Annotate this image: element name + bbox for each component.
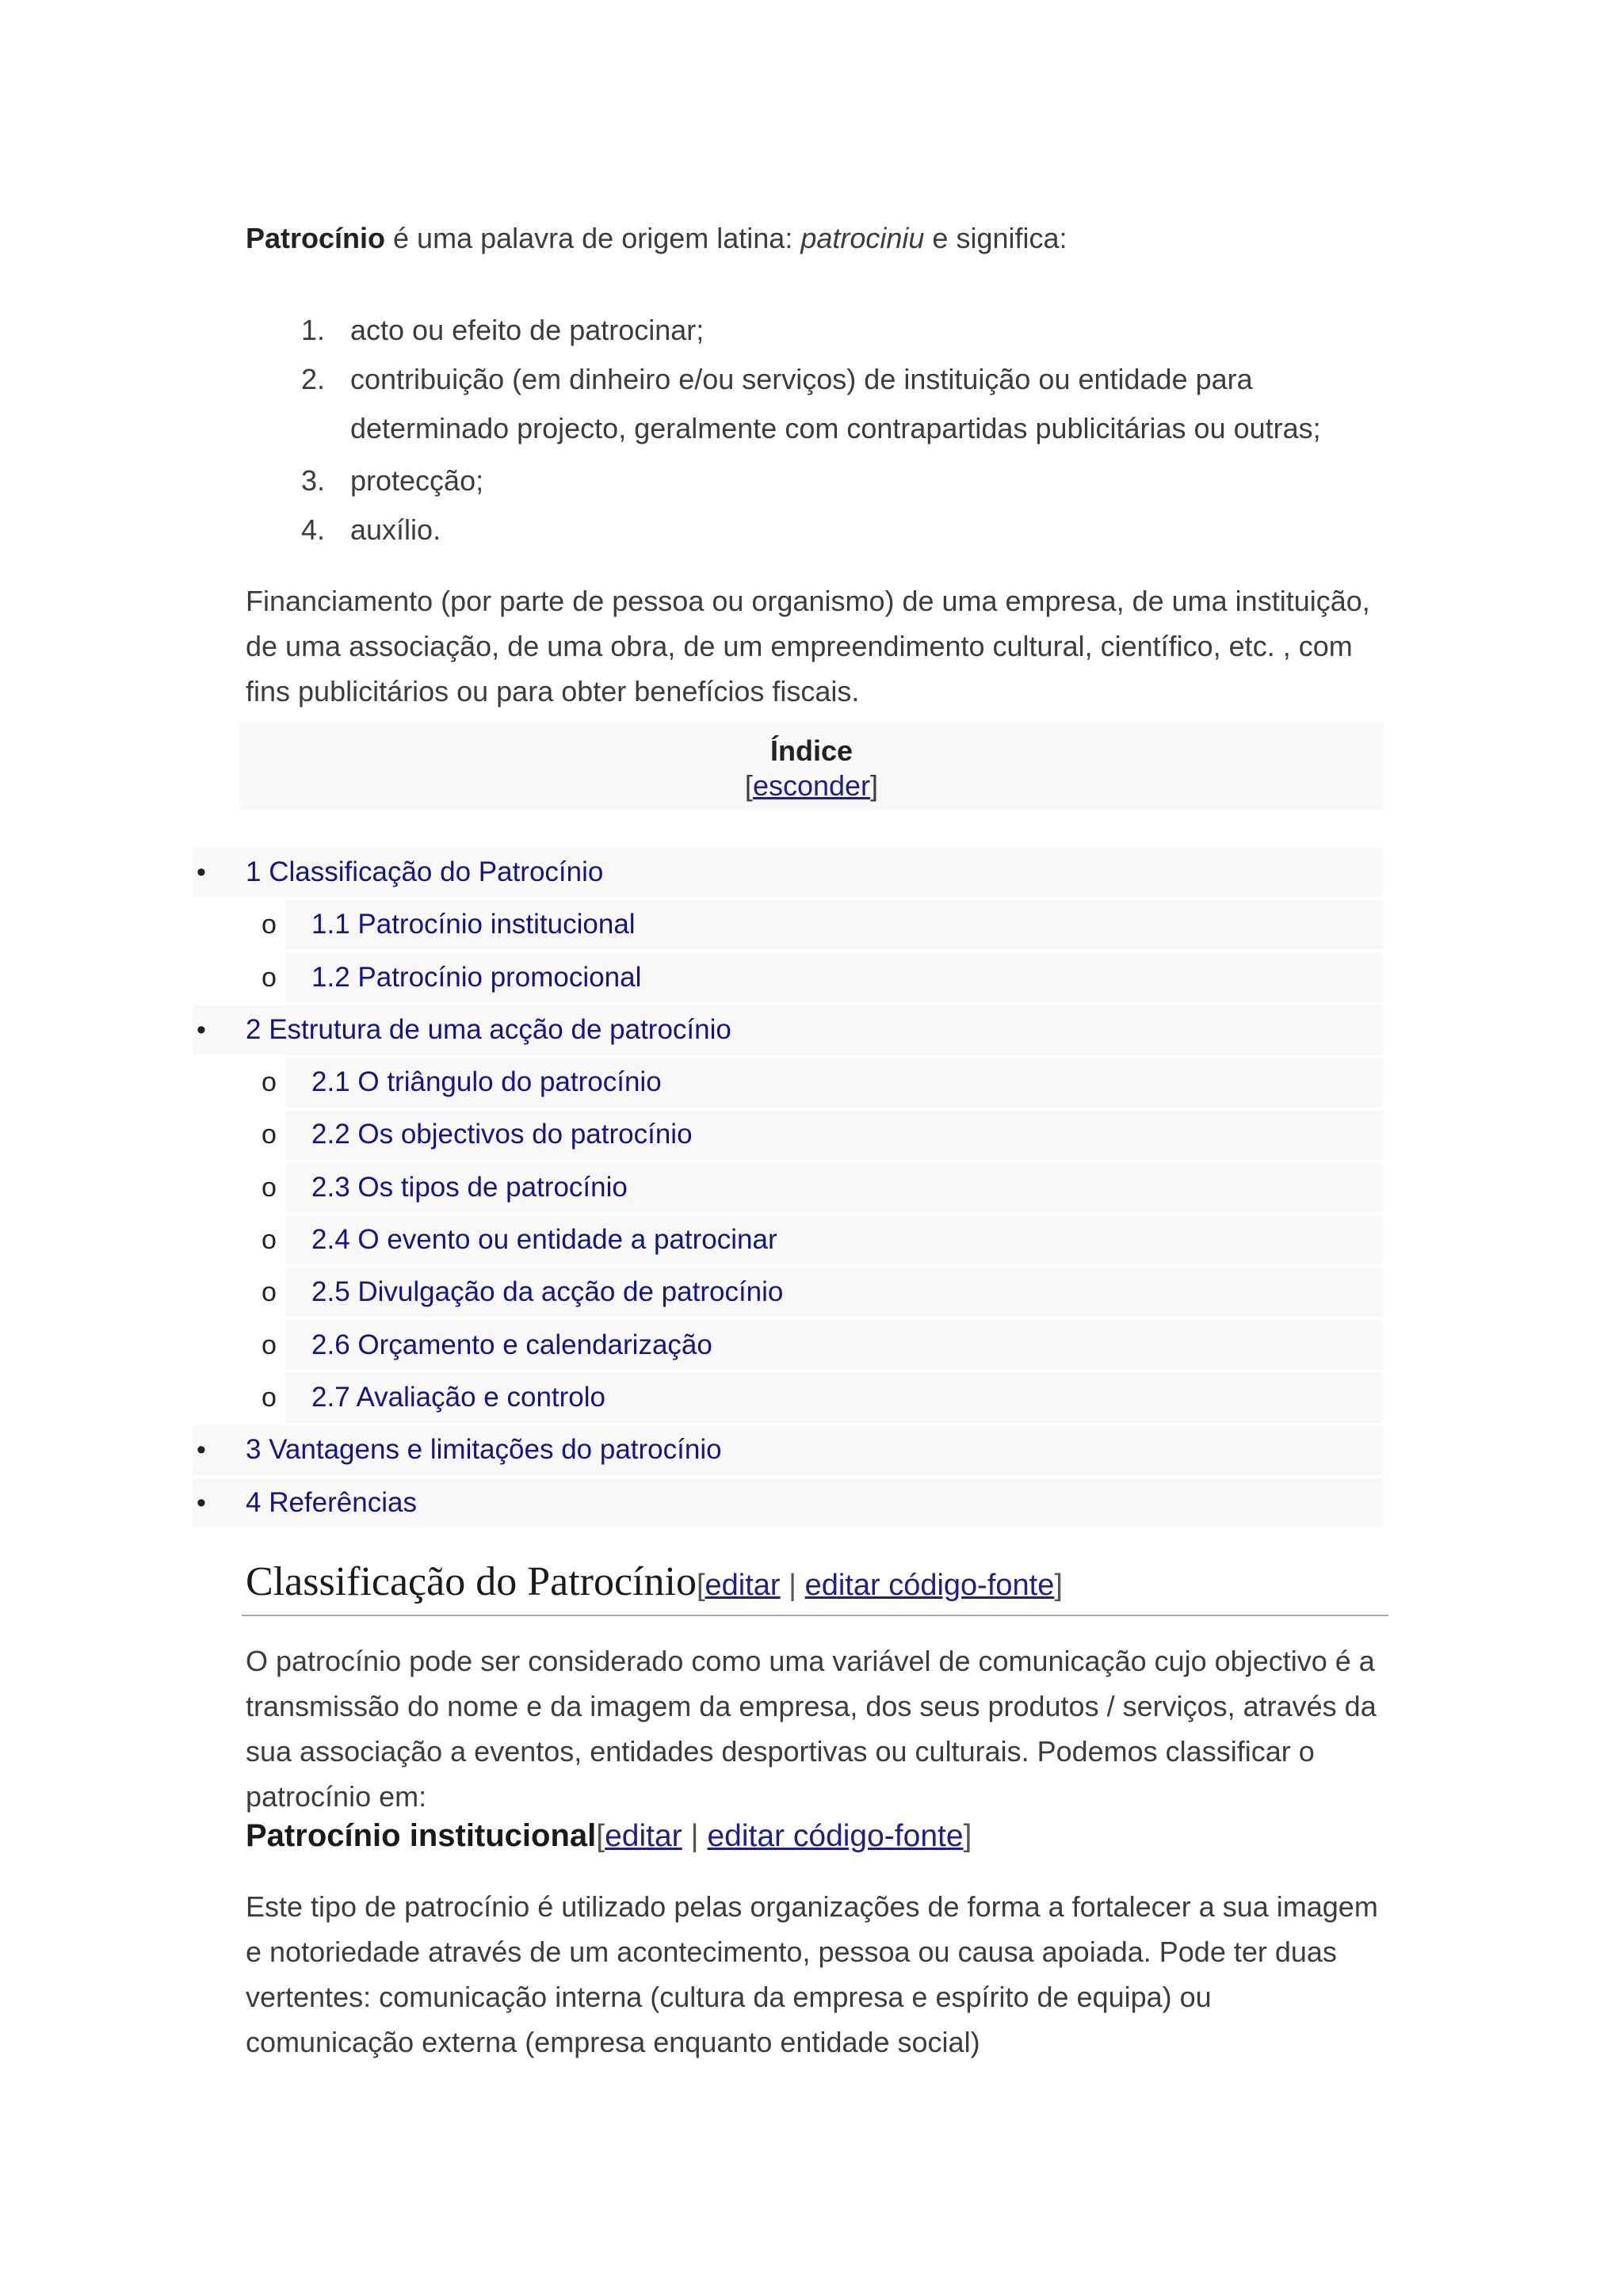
edit-separator: | — [682, 1819, 708, 1853]
sub-bullet-icon: o — [262, 910, 277, 940]
definition-text: acto ou efeito de patrocinar; — [350, 314, 705, 346]
definition-number: 1. — [301, 314, 326, 346]
toc-hide-link[interactable]: esconder — [752, 769, 871, 802]
toc-item[interactable] — [0, 1371, 1623, 1424]
definition-item — [246, 456, 1387, 505]
edit-link[interactable]: editar — [705, 1569, 781, 1602]
toc-header — [240, 723, 1383, 810]
toc-item[interactable] — [0, 1056, 1623, 1108]
definition-list — [246, 306, 1387, 555]
toc-item[interactable] — [0, 1108, 1623, 1161]
sub-bullet-icon: o — [262, 1067, 277, 1098]
bullet-icon: • — [197, 1014, 206, 1045]
toc-item[interactable] — [0, 952, 1623, 1004]
sub-bullet-icon: o — [262, 1172, 277, 1203]
intro-term: Patrocínio — [246, 222, 386, 254]
toc-item[interactable] — [0, 1004, 1623, 1056]
subsection-heading-text: Patrocínio institucional — [246, 1818, 597, 1853]
toc-list — [0, 846, 1623, 1529]
financing-paragraph: Financiamento (por parte de pessoa ou organismo) de uma empresa, de uma instituição, de uma associação, de uma obra, de um empreendimento cultural, científico, etc. , com fins publicitários ou para obter benefícios fiscais. — [246, 585, 1370, 707]
definition-item — [246, 306, 1387, 355]
definition-item — [246, 505, 1387, 555]
toc-item-link[interactable]: 2 Estrutura de uma acção de patrocínio — [246, 1013, 731, 1045]
intro-latin-word: patrociniu — [800, 222, 925, 254]
toc-item[interactable] — [0, 898, 1623, 951]
edit-separator: | — [780, 1569, 805, 1602]
intro-text-a: é uma palavra de origem latina: — [385, 222, 801, 254]
toc-item-link[interactable]: 2.7 Avaliação e controlo — [311, 1381, 606, 1413]
toc-item[interactable] — [0, 1477, 1623, 1529]
toc-item-link[interactable]: 3 Vantagens e limitações do patrocínio — [246, 1434, 722, 1466]
bracket-open: [ — [744, 769, 753, 802]
toc-item[interactable] — [0, 846, 1623, 898]
intro-text-b: e significa: — [924, 222, 1067, 254]
toc-item-link[interactable]: 2.4 O evento ou entidade a patrocinar — [311, 1224, 777, 1256]
toc-item-link[interactable]: 2.1 O triângulo do patrocínio — [311, 1066, 662, 1098]
toc-item[interactable] — [0, 1266, 1623, 1318]
bullet-icon: • — [197, 857, 206, 887]
bracket-close: ] — [870, 769, 879, 802]
toc-item-link[interactable]: 2.6 Orçamento e calendarização — [311, 1329, 712, 1360]
bullet-icon: • — [197, 1487, 206, 1518]
bracket-open: [ — [696, 1569, 705, 1602]
definition-text: auxílio. — [350, 513, 441, 546]
bracket-close: ] — [963, 1819, 972, 1853]
toc-title: Índice — [769, 734, 854, 767]
subsection-edit-links — [596, 1819, 972, 1853]
section-heading-classificacao — [242, 1553, 1388, 1616]
edit-source-link[interactable]: editar código-fonte — [804, 1569, 1055, 1602]
definition-number: 2. — [301, 363, 326, 395]
subsection-heading-institucional — [246, 1813, 1387, 1859]
intro-paragraph — [246, 215, 1387, 261]
sub-bullet-icon: o — [262, 1225, 277, 1256]
sub-bullet-icon: o — [262, 1329, 277, 1360]
toc-item-link[interactable]: 1 Classificação do Patrocínio — [246, 856, 604, 887]
toc-item-link[interactable]: 4 Referências — [246, 1486, 417, 1518]
toc-item-link[interactable]: 1.2 Patrocínio promocional — [311, 961, 642, 993]
toc-item[interactable] — [0, 1319, 1623, 1371]
subsection-paragraph: Este tipo de patrocínio é utilizado pelas organizações de forma a fortalecer a sua imagem e notoriedade através de um acontecimento, pessoa ou causa apoiada. Pode ter duas vertentes: comunicação interna (cultura da empresa e espírito de equipa) ou comunicação externa (empresa enquanto entidade social) — [246, 1890, 1378, 2058]
sub-bullet-icon: o — [262, 1382, 277, 1413]
sub-bullet-icon: o — [262, 1119, 277, 1150]
bracket-close: ] — [1054, 1569, 1063, 1602]
definition-number: 3. — [301, 464, 326, 497]
sub-bullet-icon: o — [262, 962, 277, 993]
section-edit-links — [697, 1569, 1063, 1602]
sub-bullet-icon: o — [262, 1277, 277, 1308]
toc-hide-control — [240, 769, 1383, 803]
definition-item — [246, 355, 1387, 453]
definition-text: protecção; — [350, 464, 484, 497]
toc-item-link[interactable]: 2.2 Os objectivos do patrocínio — [311, 1119, 693, 1150]
edit-source-link[interactable]: editar código-fonte — [707, 1819, 964, 1853]
toc-item[interactable] — [0, 1424, 1623, 1476]
section-paragraph: O patrocínio pode ser considerado como uma variável de comunicação cujo objectivo é a transmissão do nome e da imagem da empresa, dos seus produtos / serviços, através da sua associação a eventos, entidades desportivas ou culturais. Podemos classificar o patrocínio em: — [246, 1645, 1377, 1813]
toc-item-link[interactable]: 2.3 Os tipos de patrocínio — [311, 1171, 628, 1203]
toc-item[interactable] — [0, 1214, 1623, 1266]
toc-item[interactable] — [0, 1161, 1623, 1214]
section-heading-text: Classificação do Patrocínio — [246, 1559, 697, 1604]
definition-number: 4. — [301, 513, 326, 546]
toc-item-link[interactable]: 1.1 Patrocínio institucional — [311, 909, 636, 940]
bullet-icon: • — [197, 1435, 206, 1466]
bracket-open: [ — [596, 1819, 605, 1853]
definition-text: contribuição (em dinheiro e/ou serviços) de instituição ou entidade para determinado projecto, geralmente com contrapartidas publicitárias ou outras; — [350, 363, 1321, 444]
edit-link[interactable]: editar — [605, 1819, 682, 1853]
toc-item-link[interactable]: 2.5 Divulgação da acção de patrocínio — [311, 1276, 784, 1308]
